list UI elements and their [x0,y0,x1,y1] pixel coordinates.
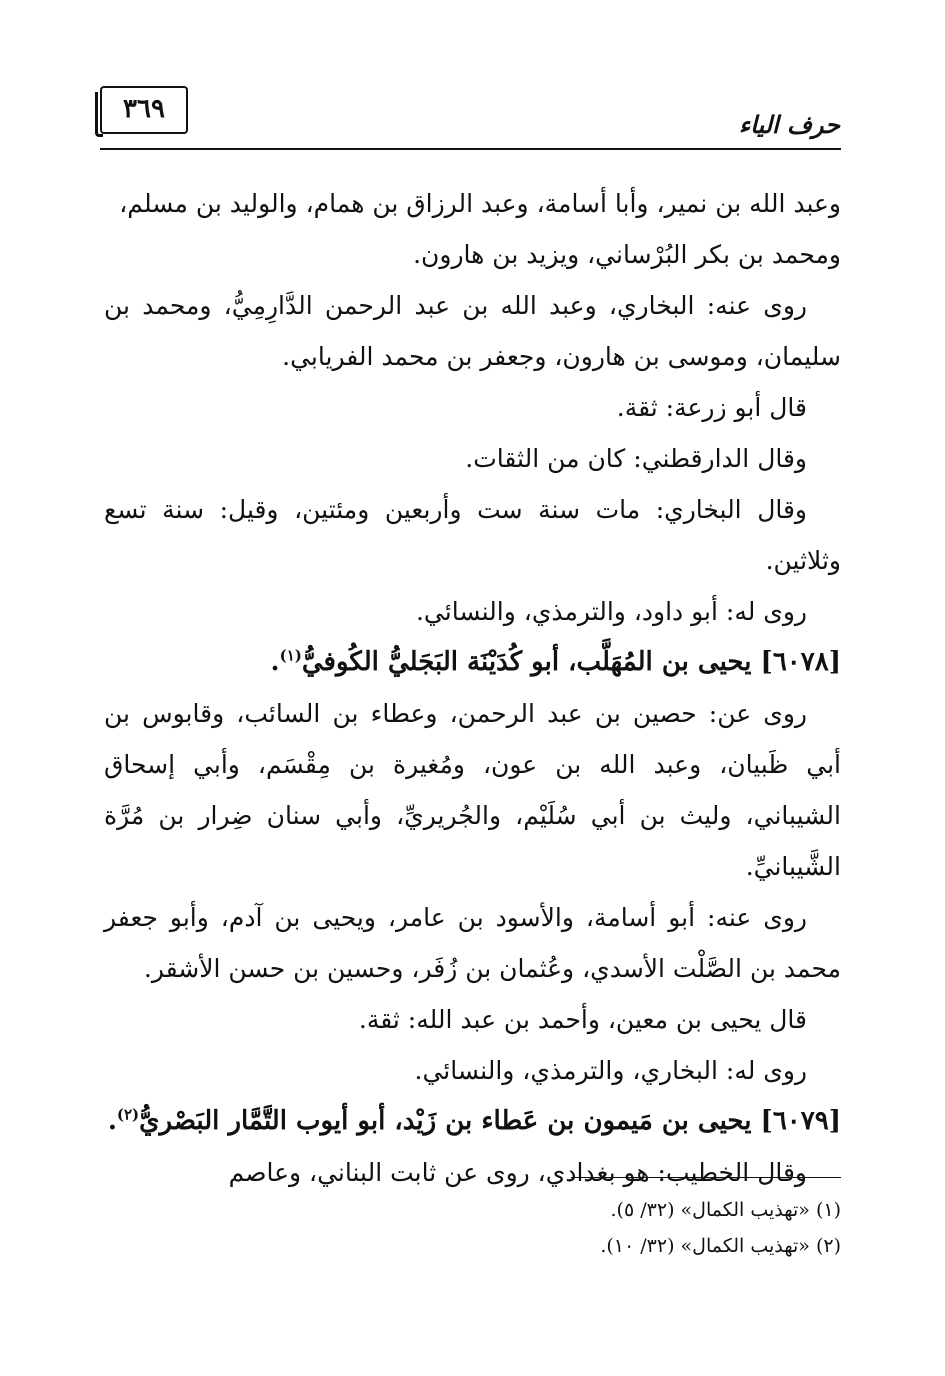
entry-number: [٦٠٧٩] [760,1106,841,1136]
entry-number: [٦٠٧٨] [760,647,841,677]
header-rule [100,148,841,150]
paragraph [104,178,841,280]
paragraph: روى له: البخاري، والترمذي، والنسائي. [414,1056,807,1085]
entry-name: يحيى بن المُهَلَّب، أبو كُدَيْنَة البَجَليُّ الكُوفيُّ [301,647,752,677]
paragraph: روى عنه: أبو أسامة، والأسود بن عامر، ويحيى بن آدم، وأبو جعفر محمد بن الصَّلْت الأسدي، وعُثمان بن زُفَر، وحسين بن حسن الأشقر. [104,903,841,983]
entry-heading: [٦٠٧٨] يحيى بن المُهَلَّب، أبو كُدَيْنَة البَجَليُّ الكُوفيُّ$^{(١)}$. [270,646,841,677]
paragraph: وقال الخطيب: هو بغدادي، روى عن ثابت البناني، وعاصم [228,1158,807,1187]
footnotes [600,1192,841,1264]
running-header: حرف الياء [738,110,840,139]
entry-name: يحيى بن مَيمون بن عَطاء بن زَيْد، أبو أيوب التَّمَّار البَصْريُّ [139,1106,752,1136]
paragraph: وقال الدارقطني: كان من الثقات. [465,444,807,473]
paragraph: وقال البخاري: مات سنة ست وأربعين ومئتين، وقيل: سنة تسع وثلاثين. [104,495,841,575]
line: ومحمد بن بكر البُرْساني، ويزيد بن هارون. [413,240,841,269]
paragraph: روى عنه: البخاري، وعبد الله بن عبد الرحمن الدَّارِمِيُّ، ومحمد بن سليمان، وموسى بن هارون، وجعفر بن محمد الفريابي. [104,291,841,371]
footnote: (١) «تهذيب الكمال» (٣٢/ ٥). [610,1199,841,1221]
footnote: (٢) «تهذيب الكمال» (٣٢/ ١٠). [600,1235,841,1257]
page-number: ٣٦٩ [123,94,165,124]
page-number-box [100,86,188,134]
entry-heading: [٦٠٧٩] يحيى بن مَيمون بن عَطاء بن زَيْد، أبو أيوب التَّمَّار البَصْريُّ$^{(٢)}$. [107,1105,841,1136]
body-text [104,178,841,1198]
paragraph: روى عن: حصين بن عبد الرحمن، وعطاء بن السائب، وقابوس بن أبي ظَبيان، وعبد الله بن عون، ومُغيرة بن مِقْسَم، وأبي إسحاق الشيباني، وليث بن أبي سُلَيْم، والجُريريِّ، وأبي سنان ضِرار بن مُرَّة الشَّيبانيِّ. [104,699,841,881]
line: وعبد الله بن نمير، وأبا أسامة، وعبد الرزاق بن همام، والوليد بن مسلم، [119,189,841,218]
footnote-ref: (٢) [116,1105,140,1124]
paragraph: قال أبو زرعة: ثقة. [616,393,807,422]
paragraph: قال يحيى بن معين، وأحمد بن عبد الله: ثقة. [358,1005,807,1034]
footnote-rule [571,1177,841,1178]
footnote-ref: (١) [279,646,302,665]
paragraph: روى له: أبو داود، والترمذي، والنسائي. [415,597,807,626]
